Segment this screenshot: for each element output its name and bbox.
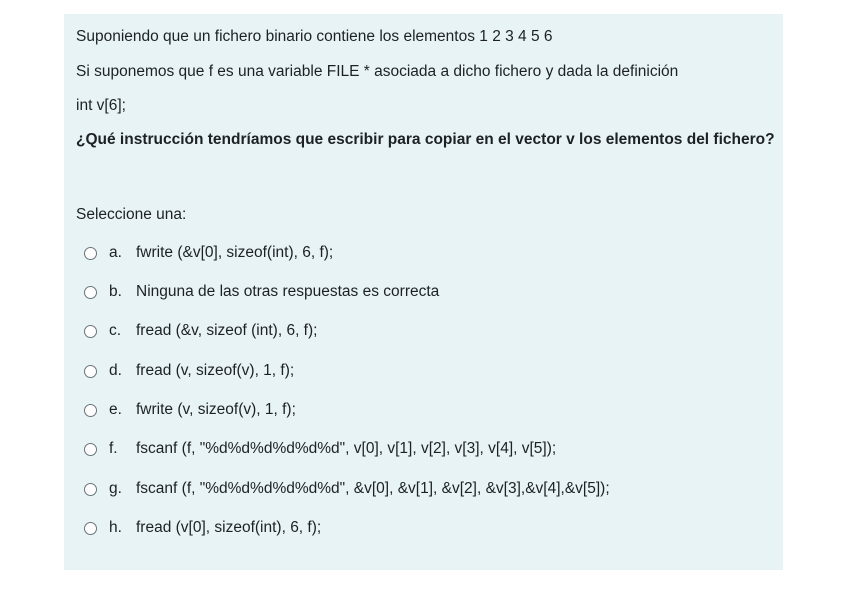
- radio-button-f[interactable]: [84, 443, 97, 456]
- question-statement-line-3: int v[6];: [76, 97, 126, 114]
- answer-option-a[interactable]: [84, 242, 333, 264]
- answer-option-e[interactable]: [84, 399, 296, 421]
- radio-button-h[interactable]: [84, 522, 97, 535]
- answer-text: fwrite (v, sizeof(v), 1, f);: [136, 401, 296, 418]
- answer-letter: b.: [109, 283, 122, 300]
- radio-button-d[interactable]: [84, 365, 97, 378]
- answer-text: fscanf (f, "%d%d%d%d%d%d", v[0], v[1], v[2], v[3], v[4], v[5]);: [136, 440, 557, 457]
- answer-option-d[interactable]: [84, 360, 294, 382]
- answer-option-h[interactable]: [84, 517, 321, 539]
- radio-button-g[interactable]: [84, 483, 97, 496]
- answer-option-c[interactable]: [84, 320, 317, 342]
- answer-text: fscanf (f, "%d%d%d%d%d%d", &v[0], &v[1], &v[2], &v[3],&v[4],&v[5]);: [136, 480, 610, 497]
- answer-option-b[interactable]: [84, 281, 439, 303]
- question-text: ¿Qué instrucción tendríamos que escribir para copiar en el vector v los elementos del fichero?: [76, 131, 775, 148]
- answer-text: fread (v, sizeof(v), 1, f);: [136, 362, 295, 379]
- radio-button-e[interactable]: [84, 404, 97, 417]
- select-one-prompt: Seleccione una:: [76, 206, 187, 223]
- radio-button-b[interactable]: [84, 286, 97, 299]
- answer-letter: g.: [109, 480, 122, 497]
- question-panel: [64, 14, 783, 570]
- answer-letter: f.: [109, 440, 118, 457]
- answer-letter: d.: [109, 362, 122, 379]
- radio-button-a[interactable]: [84, 247, 97, 260]
- answer-text: fread (&v, sizeof (int), 6, f);: [136, 322, 318, 339]
- answer-letter: c.: [109, 322, 122, 339]
- answer-text: Ninguna de las otras respuestas es correcta: [136, 283, 440, 300]
- radio-button-c[interactable]: [84, 325, 97, 338]
- question-statement-line-1: Suponiendo que un fichero binario contiene los elementos 1 2 3 4 5 6: [76, 28, 553, 45]
- answer-letter: h.: [109, 519, 122, 536]
- answer-letter: e.: [109, 401, 122, 418]
- answer-text: fread (v[0], sizeof(int), 6, f);: [136, 519, 322, 536]
- answer-option-f[interactable]: [84, 438, 556, 460]
- answer-option-g[interactable]: [84, 478, 610, 500]
- question-statement-line-2: Si suponemos que f es una variable FILE * asociada a dicho fichero y dada la definición: [76, 63, 679, 80]
- answer-text: fwrite (&v[0], sizeof(int), 6, f);: [136, 244, 334, 261]
- answer-letter: a.: [109, 244, 122, 261]
